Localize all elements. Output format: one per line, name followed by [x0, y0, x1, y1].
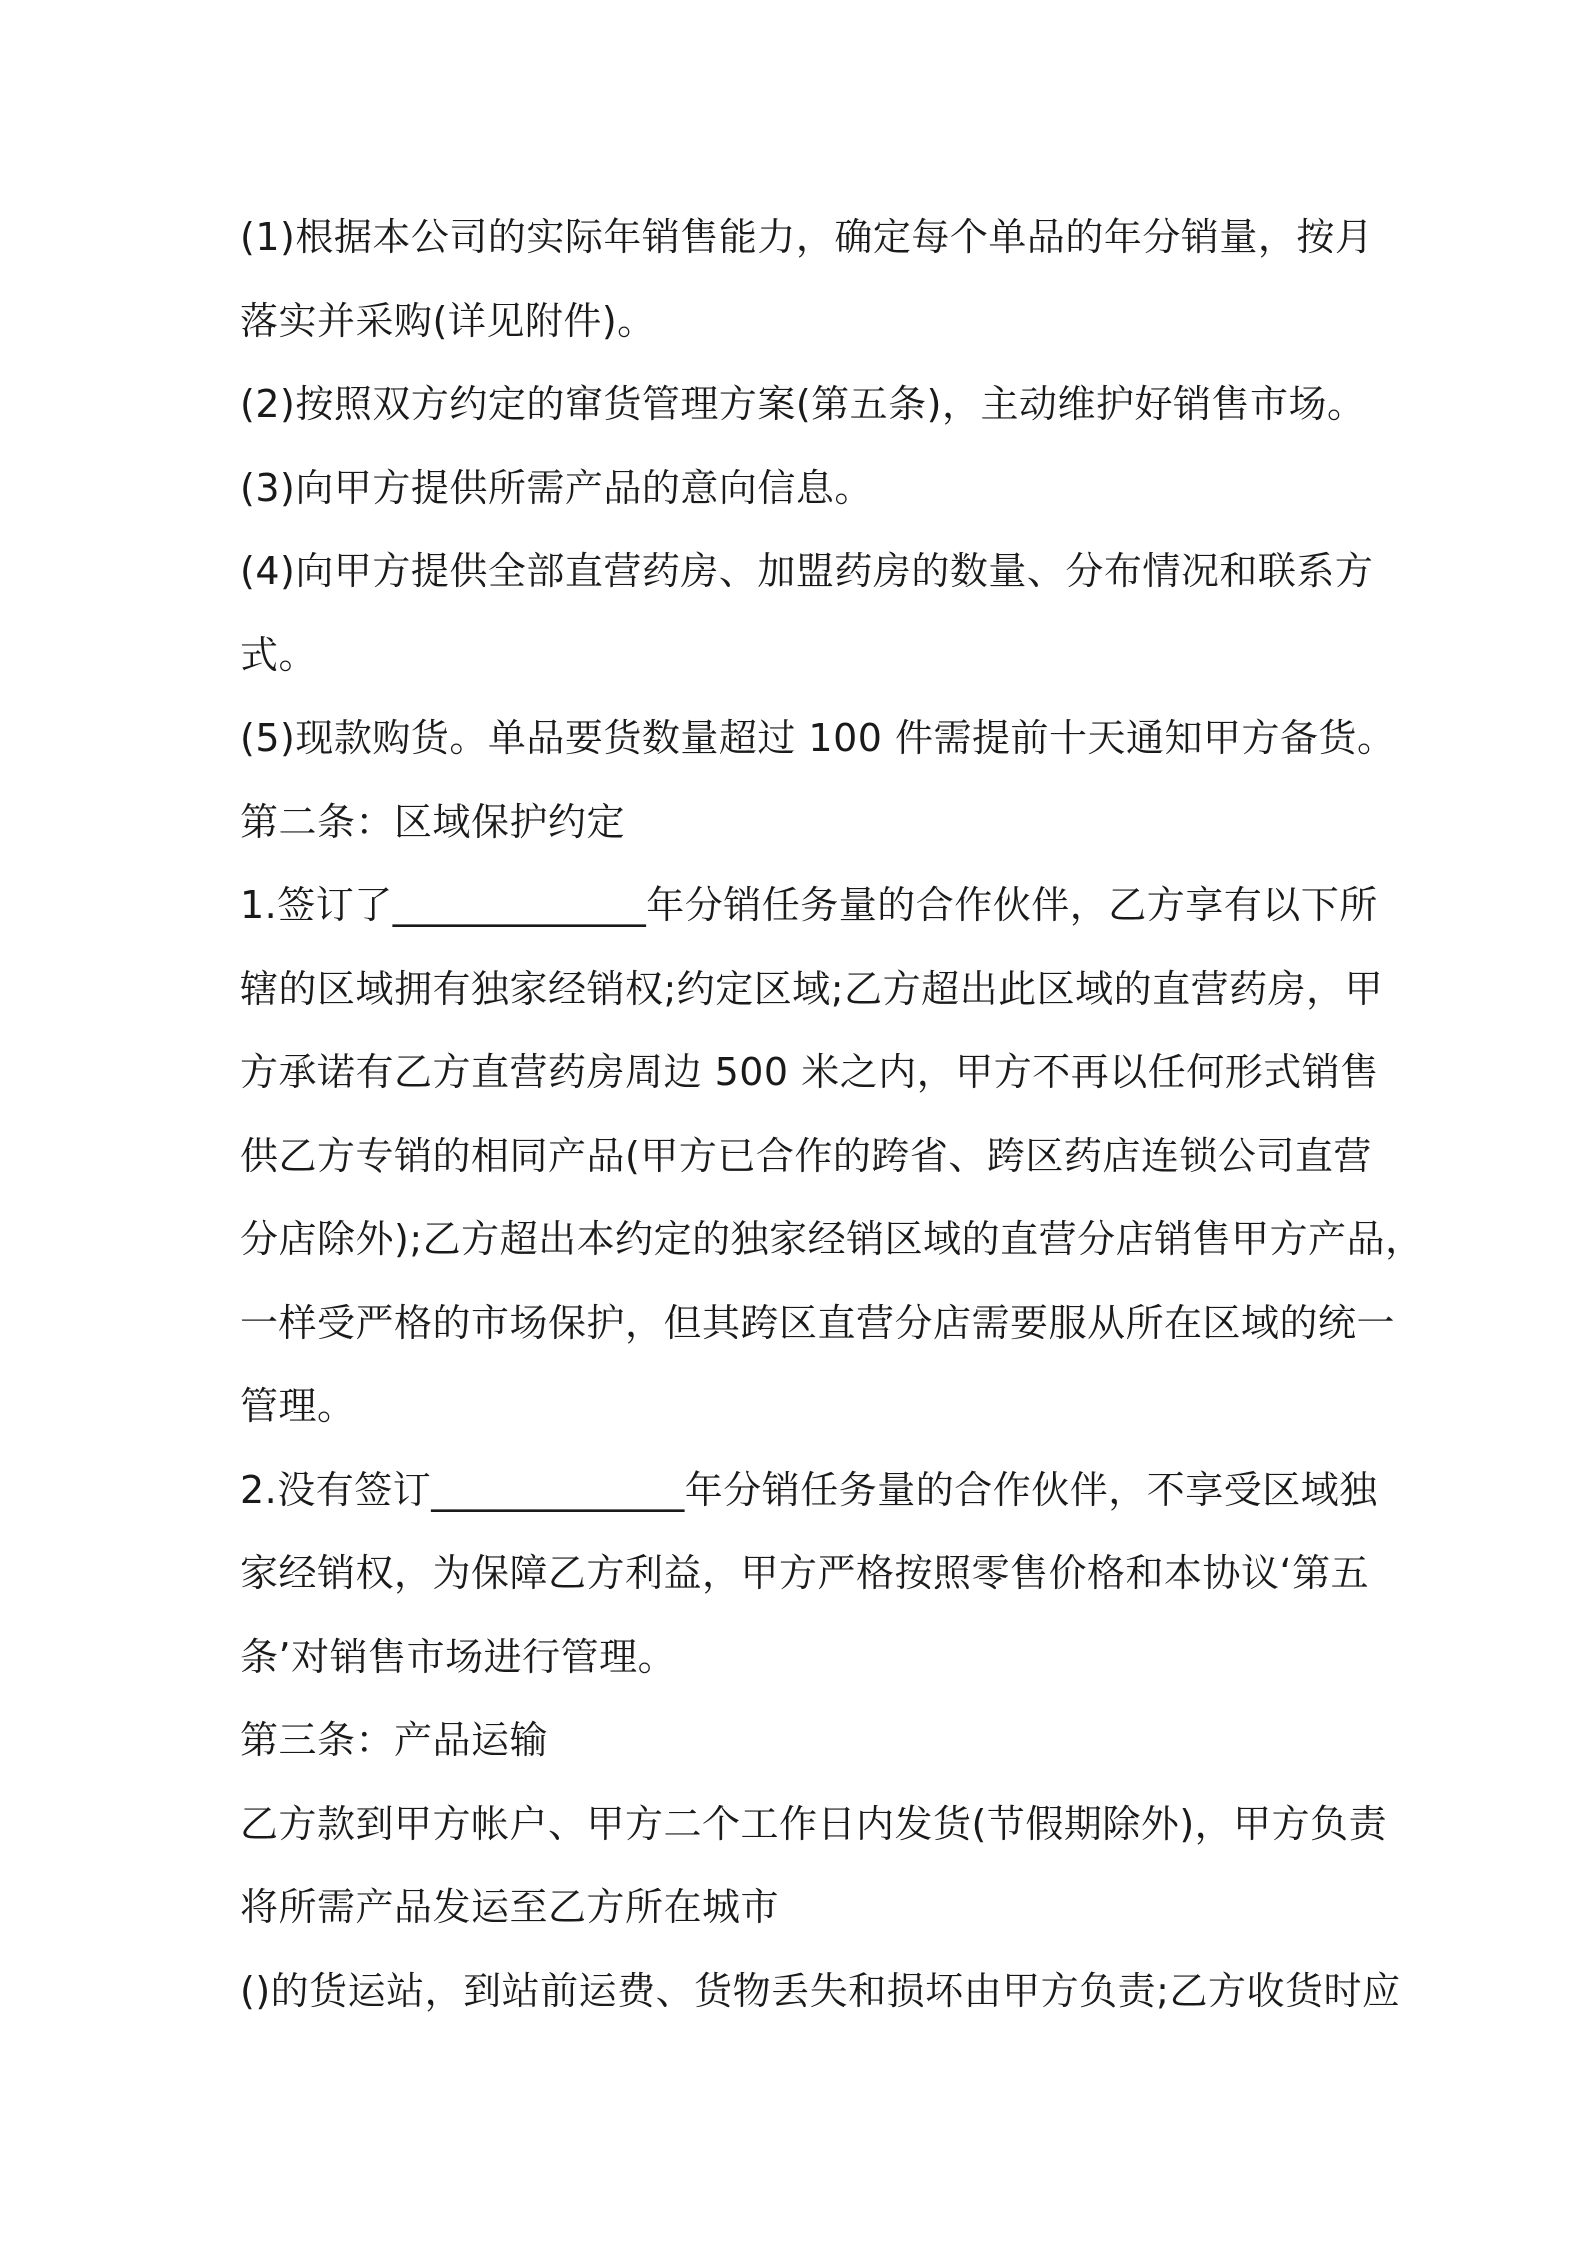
- text-line: 1.签订了_____________年分销任务量的合作伙伴，乙方享有以下所: [240, 883, 1378, 927]
- text-line: 管理。: [240, 1384, 356, 1428]
- section-heading: 第二条：区域保护约定: [240, 799, 626, 844]
- text-line: 2.没有签订_____________年分销任务量的合作伙伴，不享受区域独: [240, 1467, 1378, 1512]
- text-line: 辖的区域拥有独家经销权;约定区域;乙方超出此区域的直营药房，甲: [240, 966, 1384, 1011]
- text-line: ()的货运站，到站前运费、货物丢失和损坏由甲方负责;乙方收货时应: [240, 1968, 1401, 2013]
- text-line: (2)按照双方约定的窜货管理方案(第五条)，主动维护好销售市场。: [240, 382, 1366, 426]
- text-line: 式。: [240, 632, 318, 677]
- text-line: (1)根据本公司的实际年销售能力，确定每个单品的年分销量，按月: [240, 215, 1374, 259]
- section-heading: 第三条：产品运输: [240, 1718, 549, 1762]
- text-line: 供乙方专销的相同产品(甲方已合作的跨省、跨区药店连锁公司直营: [240, 1133, 1372, 1178]
- text-line: (4)向甲方提供全部直营药房、加盟药房的数量、分布情况和联系方: [240, 549, 1374, 593]
- text-line: 乙方款到甲方帐户、甲方二个工作日内发货(节假期除外)，甲方负责: [240, 1801, 1388, 1846]
- text-line: 一样受严格的市场保护，但其跨区直营分店需要服从所在区域的统一: [240, 1300, 1396, 1345]
- text-line: 将所需产品发运至乙方所在城市: [240, 1885, 780, 1929]
- text-line: 条’对销售市场进行管理。: [240, 1634, 677, 1679]
- text-line: (5)现款购货。单品要货数量超过 100 件需提前十天通知甲方备货。: [240, 716, 1396, 760]
- text-line: (3)向甲方提供所需产品的意向信息。: [240, 465, 873, 510]
- text-line: 方承诺有乙方直营药房周边 500 米之内，甲方不再以任何形式销售: [240, 1050, 1379, 1094]
- text-line: 分店除外);乙方超出本约定的独家经销区域的直营分店销售甲方产品，: [240, 1217, 1424, 1261]
- text-line: 落实并采购(详见附件)。: [240, 298, 656, 343]
- text-line: 家经销权，为保障乙方利益，甲方严格按照零售价格和本协议‘第五: [240, 1551, 1370, 1595]
- document-body: [240, 196, 1424, 2033]
